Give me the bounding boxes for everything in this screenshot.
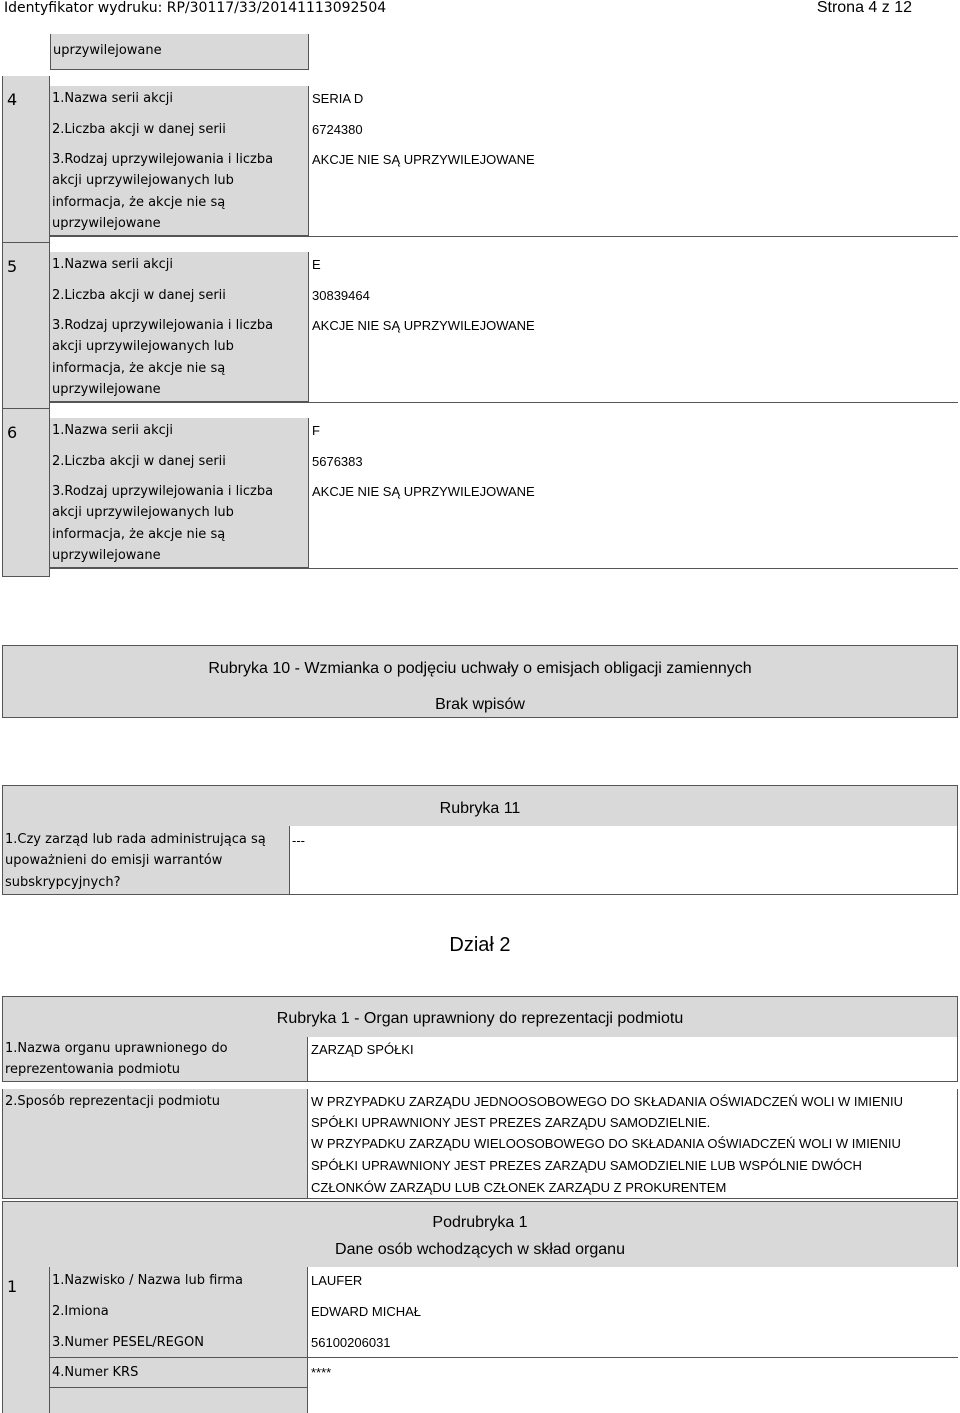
privilege-value: AKCJE NIE SĄ UPRZYWILEJOWANE: [312, 484, 535, 499]
series-6-number: 6: [7, 423, 18, 442]
person-label-cell: [50, 1267, 308, 1413]
rubryka-10-box: [2, 645, 958, 718]
pesel-label: 3.Numer PESEL/REGON: [52, 1335, 204, 1350]
surname-label: 1.Nazwisko / Nazwa lub firma: [52, 1273, 244, 1288]
series-name-label: 1.Nazwa serii akcji: [52, 91, 173, 106]
rubryka-11-answer: ---: [292, 833, 305, 848]
podrubryka-1-subtitle: Dane osób wchodzących w skład organu: [335, 1241, 625, 1258]
privilege-label-line: akcji uprzywilejowanych lub: [52, 173, 234, 188]
series-5-label-cell: [50, 252, 309, 402]
organ-label-line: reprezentowania podmiotu: [5, 1062, 181, 1077]
rubryka-11-header: [2, 785, 958, 826]
series-6-bottom-rule: [50, 568, 958, 569]
pesel-value: 56100206031: [311, 1335, 391, 1350]
rubryka-11-question-line: subskrypcyjnych?: [5, 875, 121, 890]
series-count-label: 2.Liczba akcji w danej serii: [52, 454, 226, 469]
privilege-label-line: informacja, że akcje nie są: [52, 195, 226, 210]
series-name-value: SERIA D: [312, 91, 364, 106]
rubryka-11-answer-cell: [290, 826, 958, 895]
series-name-value: E: [312, 257, 321, 272]
privilege-label-line: 3.Rodzaj uprzywilejowania i liczba: [52, 318, 274, 333]
surname-value: LAUFER: [311, 1273, 363, 1288]
series-name-value: F: [312, 423, 320, 438]
method-label: 2.Sposób reprezentacji podmiotu: [5, 1094, 220, 1109]
person-num-cell: [2, 1267, 50, 1413]
privilege-label-line: informacja, że akcje nie są: [52, 361, 226, 376]
privilege-label-line: informacja, że akcje nie są: [52, 527, 226, 542]
privilege-value: AKCJE NIE SĄ UPRZYWILEJOWANE: [312, 152, 535, 167]
rubryka-11-title: Rubryka 11: [439, 800, 521, 817]
series-name-label: 1.Nazwa serii akcji: [52, 423, 173, 438]
series-count-value: 5676383: [312, 454, 363, 469]
privilege-label-line: uprzywilejowane: [52, 216, 161, 231]
names-value: EDWARD MICHAŁ: [311, 1304, 422, 1319]
privilege-label-line: akcji uprzywilejowanych lub: [52, 505, 234, 520]
privilege-label-line: 3.Rodzaj uprzywilejowania i liczba: [52, 152, 274, 167]
method-line: W PRZYPADKU ZARZĄDU WIELOOSOBOWEGO DO SKŁADANIA OŚWIADCZEŃ WOLI W IMIENIU: [311, 1136, 901, 1151]
privilege-label-line: 3.Rodzaj uprzywilejowania i liczba: [52, 484, 274, 499]
rubryka-1-title: Rubryka 1 - Organ uprawniony do reprezentacji podmiotu: [276, 1010, 684, 1027]
rubryka-11-question-line: 1.Czy zarząd lub rada administrująca są: [5, 832, 266, 847]
organ-label-cell: [2, 1037, 308, 1082]
top-fragment-cell: [50, 34, 309, 70]
print-identifier: Identyfikator wydruku: RP/30117/33/20141113092504: [4, 0, 387, 16]
method-line: CZŁONKÓW ZARZĄDU LUB CZŁONEK ZARZĄDU Z PROKURENTEM: [311, 1180, 727, 1195]
method-line: SPÓŁKI UPRAWNIONY JEST PREZES ZARZĄDU SAMODZIELNIE LUB WSPÓLNIE DWÓCH: [311, 1158, 862, 1173]
series-4-label-cell: [50, 86, 309, 236]
rubryka-11-question-cell: [2, 826, 290, 895]
krs-label: 4.Numer KRS: [52, 1365, 139, 1380]
series-count-label: 2.Liczba akcji w danej serii: [52, 288, 226, 303]
organ-label-line: 1.Nazwa organu uprawnionego do: [5, 1041, 228, 1056]
dzial-2-title: Dział 2: [449, 934, 511, 956]
page-number: Strona 4 z 12: [816, 0, 912, 16]
rubryka-10-empty: Brak wpisów: [435, 696, 525, 713]
krs-row-bottom-rule: [50, 1387, 308, 1388]
person-number: 1: [7, 1277, 18, 1296]
organ-value: ZARZĄD SPÓŁKI: [311, 1042, 414, 1057]
krs-row-rule: [50, 1357, 958, 1358]
series-4-bottom-rule: [50, 236, 958, 237]
privilege-label-line: akcji uprzywilejowanych lub: [52, 339, 234, 354]
rubryka-10-title: Rubryka 10 - Wzmianka o podjęciu uchwały o emisjach obligacji zamiennych: [208, 660, 752, 677]
method-line: SPÓŁKI UPRAWNIONY JEST PREZES ZARZĄDU SAMODZIELNIE.: [311, 1115, 711, 1130]
series-5-num-cell: [2, 243, 50, 409]
series-name-label: 1.Nazwa serii akcji: [52, 257, 173, 272]
krs-value: ****: [311, 1365, 332, 1380]
rubryka-1-header: [2, 996, 958, 1037]
series-4-num-cell: [2, 76, 50, 243]
series-5-bottom-rule: [50, 402, 958, 403]
series-count-value: 30839464: [312, 288, 370, 303]
series-count-label: 2.Liczba akcji w danej serii: [52, 122, 226, 137]
top-fragment-label: uprzywilejowane: [53, 43, 162, 58]
method-line: W PRZYPADKU ZARZĄDU JEDNOOSOBOWEGO DO SKŁADANIA OŚWIADCZEŃ WOLI W IMIENIU: [311, 1094, 904, 1109]
series-6-label-cell: [50, 418, 309, 568]
rubryka-11-question-line: upoważnieni do emisji warrantów: [5, 853, 223, 868]
podrubryka-1-header: [2, 1201, 958, 1267]
method-value-cell: [308, 1089, 958, 1199]
series-5-number: 5: [7, 257, 18, 276]
series-count-value: 6724380: [312, 122, 363, 137]
privilege-label-line: uprzywilejowane: [52, 548, 161, 563]
podrubryka-1-title: Podrubryka 1: [432, 1214, 528, 1231]
organ-value-cell: [308, 1037, 958, 1082]
names-label: 2.Imiona: [52, 1304, 109, 1319]
series-6-num-cell: [2, 409, 50, 577]
method-label-cell: [2, 1089, 308, 1199]
privilege-value: AKCJE NIE SĄ UPRZYWILEJOWANE: [312, 318, 535, 333]
series-4-number: 4: [7, 90, 18, 109]
privilege-label-line: uprzywilejowane: [52, 382, 161, 397]
